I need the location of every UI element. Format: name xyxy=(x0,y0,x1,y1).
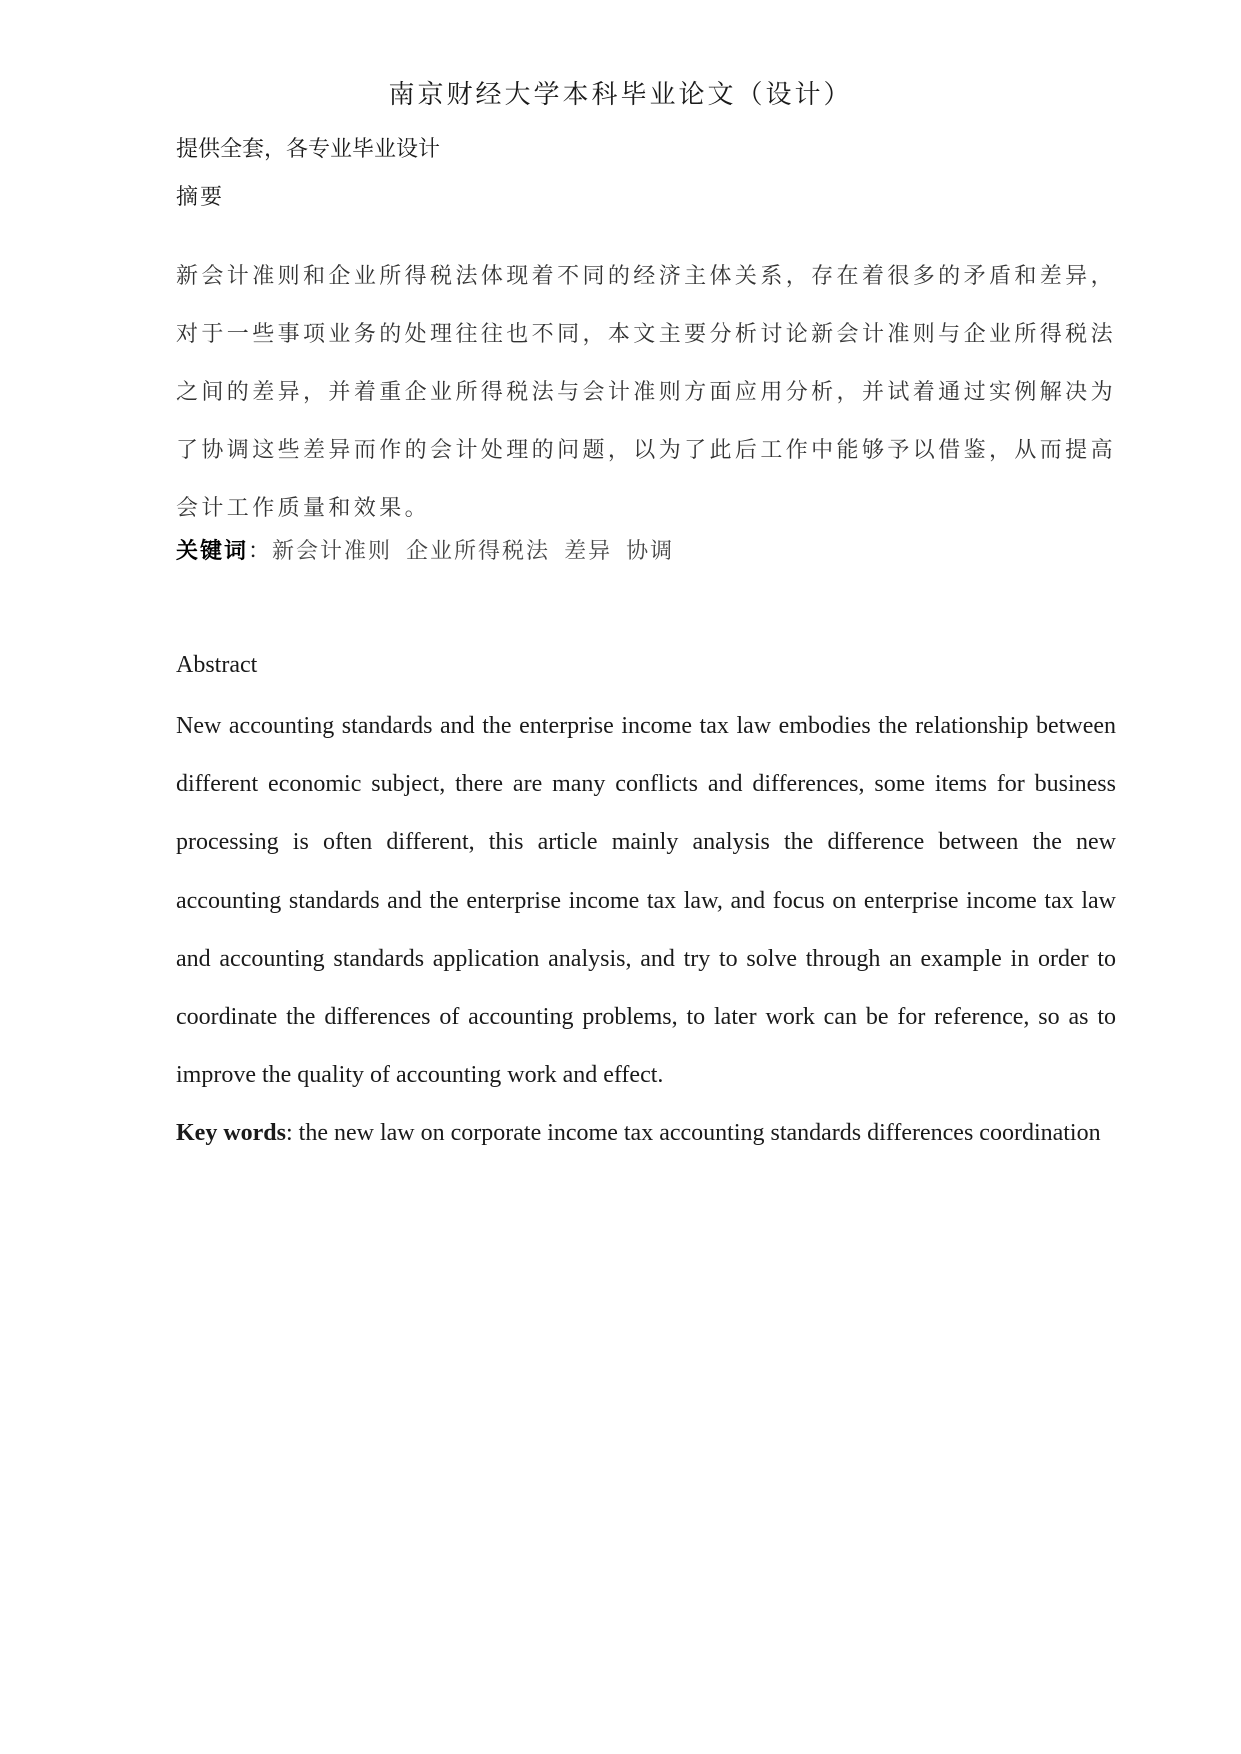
cn-keyword: 企业所得税法 xyxy=(406,539,551,564)
cn-keyword: 差异 xyxy=(564,539,613,564)
cn-abstract-heading: 摘要 xyxy=(176,185,225,210)
en-abstract-heading: Abstract xyxy=(176,652,258,678)
en-keywords xyxy=(176,1104,1116,1162)
document-title: 南京财经大学本科毕业论文（设计） xyxy=(388,80,853,110)
en-keywords-text: : the new law on corporate income tax accounting standards differences coordination xyxy=(286,1120,1101,1146)
cn-keywords-label: 关键词 xyxy=(176,539,249,564)
cn-keyword: 新会计准则 xyxy=(272,539,393,564)
cn-keywords-list xyxy=(272,539,688,564)
en-keywords-label: Key words xyxy=(176,1120,286,1146)
cn-keywords-colon: ： xyxy=(248,539,273,564)
cn-keyword: 协调 xyxy=(626,539,675,564)
en-abstract-body: New accounting standards and the enterprise income tax law embodies the relationship between different economic subject, there are many conflicts and differences, some items for business processing is often different, this article mainly analysis the difference between the new accounting standards and the enterprise income tax law, and focus on enterprise income tax law and accounting standards application analysis, and try to solve through an example in order to coordinate the differences of accounting problems, to later work can be for reference, so as to improve the quality of accounting work and effect. xyxy=(176,713,1116,1089)
promo-line: 提供全套，各专业毕业设计 xyxy=(176,137,441,162)
cn-keywords xyxy=(176,534,688,565)
cn-abstract-body: 新会计准则和企业所得税法体现着不同的经济主体关系，存在着很多的矛盾和差异，对于一些事项业务的处理往往也不同，本文主要分析讨论新会计准则与企业所得税法之间的差异，并着重企业所得税法与会计准则方面应用分析，并试着通过实例解决为了协调这些差异而作的会计处理的问题，以为了此后工作中能够予以借鉴，从而提高会计工作质量和效果。 xyxy=(176,264,1116,521)
